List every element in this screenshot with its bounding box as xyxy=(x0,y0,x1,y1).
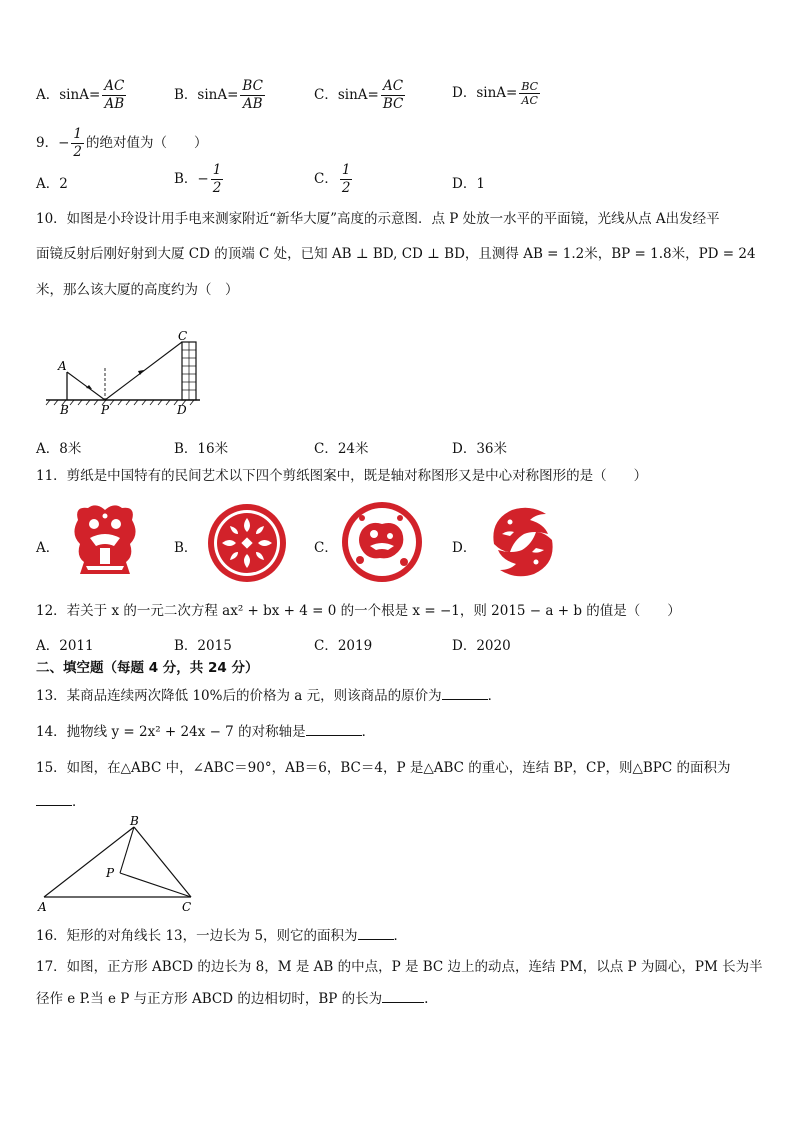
question-text: 16．矩形的对角线长 13，一边长为 5，则它的面积为 xyxy=(36,928,358,944)
q8-option-a xyxy=(36,78,128,113)
q12-option-b: B．2015 xyxy=(174,638,232,654)
period: ． xyxy=(393,928,408,944)
fraction-numerator: 1 xyxy=(341,162,351,178)
q11-option-c-label: C． xyxy=(314,540,338,556)
answer-blank[interactable] xyxy=(306,721,362,736)
fraction-denominator: 2 xyxy=(73,144,82,160)
option-label: D．sinA= xyxy=(452,85,518,101)
papercut-d-image xyxy=(484,500,562,584)
label-d: D xyxy=(177,403,187,417)
q14-stem xyxy=(36,721,375,742)
q15-triangle-figure xyxy=(36,815,206,915)
q9-option-d: D．1 xyxy=(452,176,485,192)
segment-cp xyxy=(120,873,191,897)
q12-option-c: C．2019 xyxy=(314,638,373,654)
period: ． xyxy=(487,688,502,704)
option-label: A．sinA= xyxy=(36,87,101,103)
label-p: P xyxy=(106,866,115,880)
q9-stem xyxy=(36,126,208,161)
fraction-numerator: 1 xyxy=(212,162,222,178)
label-b: B xyxy=(130,815,139,828)
q10-line-2: 面镜反射后刚好射到大厦 CD 的顶端 C 处，已知 AB ⊥ BD, CD ⊥ BD，且测得 AB = 1.2米，BP = 1.8米，PD = 24 xyxy=(36,246,756,262)
fraction-denominator: AB xyxy=(104,96,125,112)
q8-option-c xyxy=(314,78,407,113)
option-label: B．− xyxy=(174,171,209,187)
label-c: C xyxy=(178,329,188,343)
q17-line-2 xyxy=(36,988,428,1009)
q11-option-a-label: A． xyxy=(36,540,60,556)
question-text: 14．抛物线 y = 2x² + 24x − 7 的对称轴是 xyxy=(36,724,306,740)
papercut-b-image xyxy=(206,502,288,584)
minus-sign: − xyxy=(58,135,70,151)
fraction-numerator: BC xyxy=(521,80,539,93)
answer-blank[interactable] xyxy=(382,988,424,1003)
q16-stem xyxy=(36,925,407,946)
fraction-denominator: BC xyxy=(382,96,404,112)
option-label: C． xyxy=(314,171,338,187)
q9-option-a: A．2 xyxy=(36,176,68,192)
q12-option-d: D．2020 xyxy=(452,638,511,654)
q11-stem: 11．剪纸是中国特有的民间艺术以下四个剪纸图案中，既是轴对称图形又是中心对称图形的是（ ） xyxy=(36,468,648,484)
option-label: C．sinA= xyxy=(314,87,379,103)
question-text: 径作 e P.当 e P 与正方形 ABCD 的边相切时，BP 的长为 xyxy=(36,991,383,1007)
q12-stem: 12．若关于 x 的一元二次方程 ax² + bx + 4 = 0 的一个根是 x = −1，则 2015 − a + b 的值是（ ） xyxy=(36,603,681,619)
label-p: P xyxy=(101,403,110,417)
q11-option-d-label: D． xyxy=(452,540,477,556)
q10-option-a: A．8米 xyxy=(36,441,82,457)
q10-option-b: B．16米 xyxy=(174,441,229,457)
q13-stem xyxy=(36,685,501,706)
q12-option-a: A．2011 xyxy=(36,638,94,654)
side-ab xyxy=(44,827,134,897)
q15-line-2 xyxy=(36,791,86,812)
q9-option-c xyxy=(314,162,354,197)
papercut-a-image xyxy=(64,500,146,582)
period: ． xyxy=(361,724,376,740)
fraction-numerator: AC xyxy=(104,78,125,94)
fraction-denominator: 2 xyxy=(212,180,222,196)
building-hatching xyxy=(182,342,196,400)
papercut-c-image xyxy=(340,500,424,584)
side-bc xyxy=(134,827,191,897)
fraction-denominator: AC xyxy=(521,94,538,107)
q10-option-c: C．24米 xyxy=(314,441,369,457)
answer-blank[interactable] xyxy=(442,685,488,700)
answer-blank[interactable] xyxy=(36,791,72,806)
label-c: C xyxy=(182,900,192,914)
answer-blank[interactable] xyxy=(358,925,394,940)
period: ． xyxy=(72,794,86,810)
q15-line-1: 15．如图，在△ABC 中，∠ABC＝90°，AB＝6，BC＝4，P 是△ABC 的重心，连结 BP，CP，则△BPC 的面积为 xyxy=(36,760,731,776)
q17-line-1: 17．如图，正方形 ABCD 的边长为 8，M 是 AB 的中点，P 是 BC 边上的动点，连结 PM，以点 P 为圆心，PM 长为半 xyxy=(36,959,763,975)
fraction-denominator: AB xyxy=(242,96,263,112)
fraction-numerator: AC xyxy=(383,78,404,94)
q10-line-3: 米，那么该大厦的高度约为（ ） xyxy=(36,282,239,298)
q10-line-1: 10．如图是小玲设计用手电来测家附近“新华大厦”高度的示意图．点 P 处放一水平的平面镜，光线从点 A出发经平 xyxy=(36,211,720,227)
q10-option-d: D．36米 xyxy=(452,441,508,457)
fraction-numerator: 1 xyxy=(73,126,82,142)
q10-figure xyxy=(40,328,210,420)
option-label: B．sinA= xyxy=(174,87,239,103)
label-b: B xyxy=(60,403,69,417)
period: . xyxy=(424,991,429,1007)
question-text: 的绝对值为（ ） xyxy=(86,135,208,151)
question-text: 13．某商品连续两次降低 10%后的价格为 a 元，则该商品的原价为 xyxy=(36,688,442,704)
fraction-denominator: 2 xyxy=(341,180,351,196)
label-a: A xyxy=(58,359,67,373)
ray-pc xyxy=(105,342,182,400)
q11-option-b-label: B． xyxy=(174,540,198,556)
fraction-numerator: BC xyxy=(242,78,263,94)
ray-ap xyxy=(67,372,105,400)
label-a: A xyxy=(38,900,47,914)
q8-option-b xyxy=(174,78,267,113)
section-title: 二、填空题（每题 4 分，共 24 分） xyxy=(36,660,259,676)
question-number: 9． xyxy=(36,135,59,151)
q9-option-b xyxy=(174,162,225,197)
segment-bp xyxy=(120,827,134,873)
q8-option-d xyxy=(452,80,542,107)
